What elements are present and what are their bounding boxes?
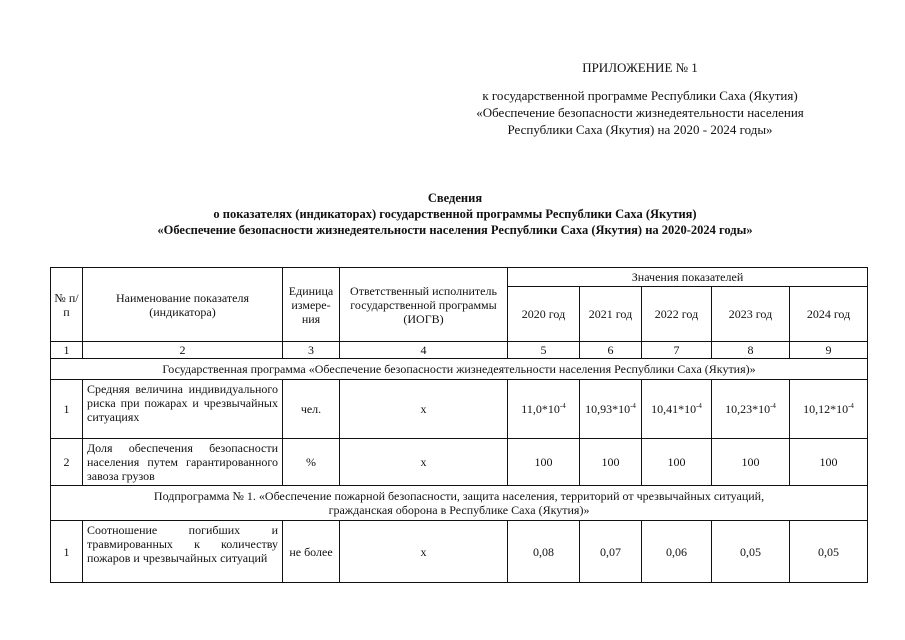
- column-number: 2: [83, 342, 283, 359]
- unit-cell: не более: [283, 521, 340, 583]
- unit-cell: чел.: [283, 380, 340, 439]
- header-year: 2023 год: [712, 287, 790, 342]
- header-year: 2021 год: [580, 287, 642, 342]
- value-base: 0,06: [666, 544, 687, 559]
- heading-line-1: Сведения: [427, 191, 483, 205]
- value-cell: [712, 380, 790, 439]
- annex-line-1: к государственной программе Республики Саха (Якутия): [482, 88, 798, 103]
- annex-block: [430, 59, 850, 138]
- document-heading: [40, 190, 870, 238]
- value-base: 0,08: [533, 544, 554, 559]
- program-section: [51, 359, 868, 380]
- value-cell: [580, 380, 642, 439]
- subprogram-section-row: [51, 486, 868, 521]
- unit-cell: %: [283, 439, 340, 486]
- value-base: 10,41*10: [651, 402, 697, 416]
- value-base: 11,0*10: [521, 402, 560, 416]
- indicator-name: Соотношение погибших и травмированных к количеству пожаров и чрезвычайных ситуаций: [83, 521, 283, 583]
- column-number: 7: [642, 342, 712, 359]
- program-section-row: [51, 359, 868, 380]
- header-row-1: [51, 268, 868, 287]
- value-cell: [790, 380, 868, 439]
- header-unit: Единица измере-ния: [283, 268, 340, 342]
- row-number: 1: [51, 380, 83, 439]
- header-executor: Ответственный исполнитель государственной программы (ИОГВ): [340, 268, 508, 342]
- value-base: 100: [601, 455, 620, 469]
- table-row: [51, 521, 868, 583]
- header-name: Наименование показателя (индикатора): [83, 268, 283, 342]
- annex-title: ПРИЛОЖЕНИЕ № 1: [582, 60, 698, 75]
- header-year: 2022 год: [642, 287, 712, 342]
- header-num: № п/п: [51, 268, 83, 342]
- value-base: 100: [819, 455, 838, 469]
- value-cell: [790, 439, 868, 486]
- column-number: 5: [508, 342, 580, 359]
- subprogram-section-line: Подпрограмма № 1. «Обеспечение пожарной безопасности, защита населения, территорий от чрезвычайных ситуаций,: [153, 489, 765, 503]
- executor-cell: х: [340, 521, 508, 583]
- annex-line-2: «Обеспечение безопасности жизнедеятельности населения: [476, 105, 804, 120]
- table-row: [51, 380, 868, 439]
- column-number: 3: [283, 342, 340, 359]
- value-base: 0,05: [740, 544, 761, 559]
- column-number: 1: [51, 342, 83, 359]
- value-cell: [712, 439, 790, 486]
- row-number: 2: [51, 439, 83, 486]
- value-exponent: -4: [848, 402, 854, 410]
- value-base: 10,23*10: [725, 402, 771, 416]
- value-base: 100: [741, 455, 760, 469]
- executor-cell: х: [340, 380, 508, 439]
- column-number: 4: [340, 342, 508, 359]
- header-year: 2024 год: [790, 287, 868, 342]
- column-numbers-row: [51, 342, 868, 359]
- indicator-name: Средняя величина индивидуального риска при пожарах и чрезвычайных ситуациях: [83, 380, 283, 439]
- subprogram-section-line: гражданская оборона в Республике Саха (Якутия)»: [328, 503, 590, 517]
- value-base: 0,05: [818, 544, 840, 559]
- executor-cell: х: [340, 439, 508, 486]
- value-exponent: -4: [770, 402, 776, 410]
- indicator-name: Доля обеспечения безопасности населения путем гарантированного завоза грузов: [83, 439, 283, 486]
- row-number: 1: [51, 521, 83, 583]
- column-number: 6: [580, 342, 642, 359]
- value-exponent: -4: [630, 402, 636, 410]
- table-row: [51, 439, 868, 486]
- value-base: 10,12*10: [803, 402, 849, 416]
- indicators-table: [50, 267, 868, 583]
- heading-line-2: о показателях (индикаторах) государственной программы Республики Саха (Якутия): [213, 207, 697, 221]
- value-base: 10,93*10: [585, 402, 631, 416]
- value-cell: [642, 380, 712, 439]
- value-cell: [508, 380, 580, 439]
- value-cell: [642, 521, 712, 583]
- value-base: 100: [534, 455, 553, 469]
- column-number: 9: [790, 342, 868, 359]
- subprogram-section: [51, 486, 868, 521]
- heading-line-3: «Обеспечение безопасности жизнедеятельности населения Республики Саха (Якутия) на 2020-2024 годы»: [157, 223, 753, 237]
- header-values: Значения показателей: [508, 268, 868, 287]
- value-cell: [580, 439, 642, 486]
- value-cell: [712, 521, 790, 583]
- value-cell: [508, 521, 580, 583]
- value-cell: [580, 521, 642, 583]
- value-cell: [508, 439, 580, 486]
- table-body: [51, 268, 868, 583]
- value-exponent: -4: [696, 402, 702, 410]
- value-cell: [790, 521, 868, 583]
- value-base: 100: [667, 455, 686, 469]
- value-base: 0,07: [600, 544, 621, 559]
- header-year: 2020 год: [508, 287, 580, 342]
- value-exponent: -4: [559, 402, 566, 410]
- value-cell: [642, 439, 712, 486]
- column-number: 8: [712, 342, 790, 359]
- program-section-line: Государственная программа «Обеспечение безопасности жизнедеятельности населения Республики Саха (Якутия)»: [162, 362, 756, 376]
- annex-line-3: Республики Саха (Якутия) на 2020 - 2024 годы»: [507, 122, 773, 137]
